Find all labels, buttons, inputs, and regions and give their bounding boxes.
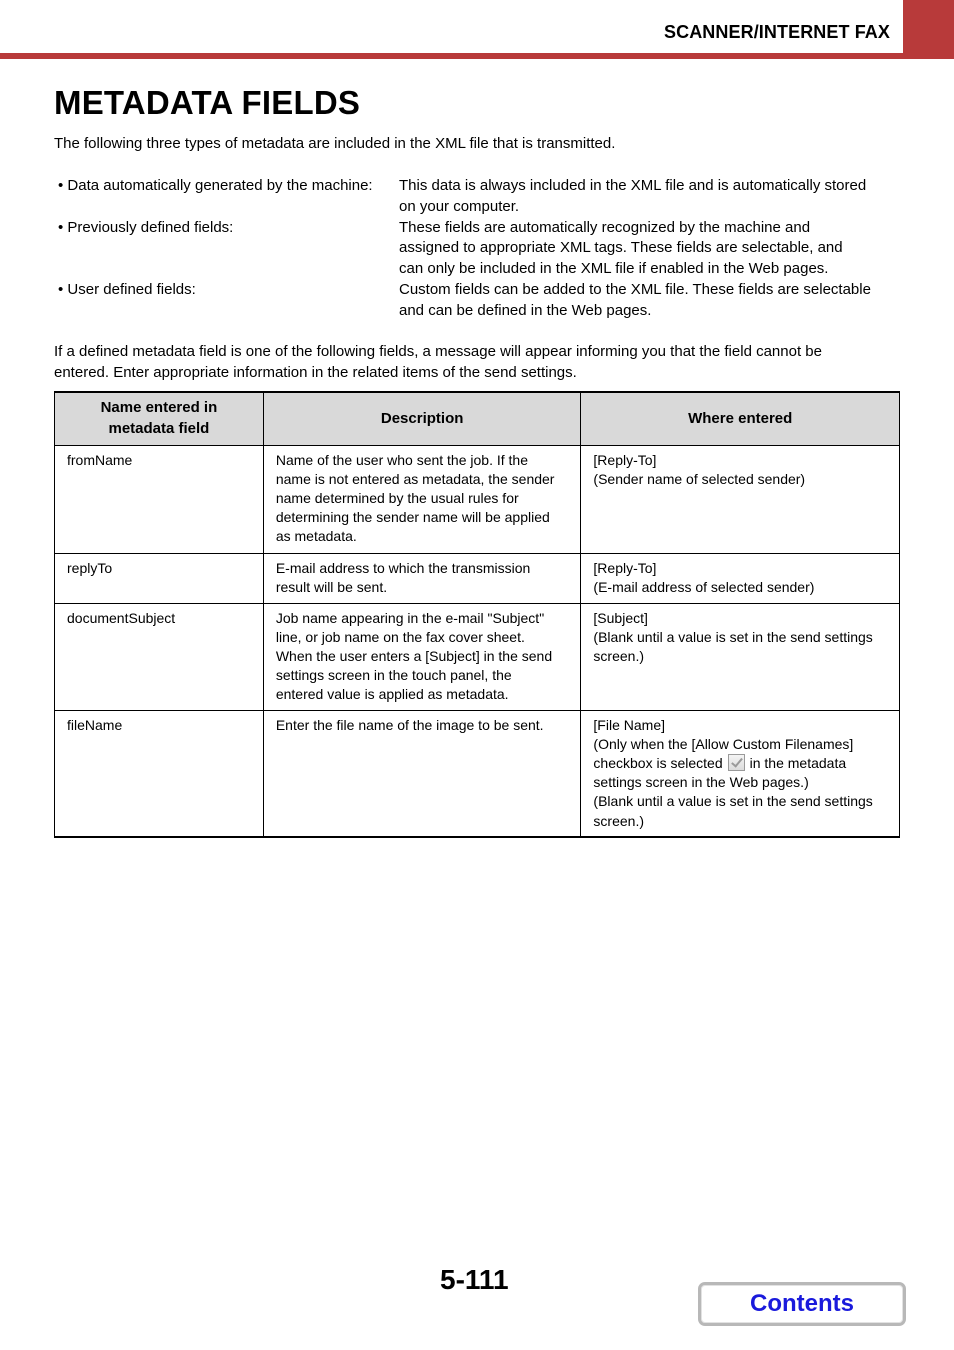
metadata-type-item — [58, 280, 900, 322]
table-row — [55, 603, 900, 710]
metadata-type-item — [58, 218, 900, 280]
metadata-fields-table — [54, 391, 900, 838]
table-row — [55, 553, 900, 603]
field-name-cell: fileName — [55, 710, 264, 837]
table-row — [55, 710, 900, 837]
description-cell — [263, 553, 581, 603]
text-line: Name of the user who sent the job. If the — [275, 451, 528, 468]
column-header-description: Description — [263, 392, 581, 445]
column-header-name — [55, 392, 264, 445]
text-fragment: in the metadata — [749, 754, 847, 771]
text-line: Job name appearing in the e-mail "Subject" — [275, 609, 545, 626]
field-name-cell: replyTo — [55, 553, 264, 603]
where-entered-cell — [581, 553, 900, 603]
intro-paragraph: The following three types of metadata are included in the XML file that is transmitted. — [54, 135, 616, 152]
metadata-type-item — [58, 176, 900, 218]
text-line: When the user enters a [Subject] in the send — [275, 647, 553, 664]
text-line: Name entered in — [100, 399, 218, 417]
text-line — [593, 754, 887, 773]
text-line: entered. Enter appropriate information in the related items of the send settings. — [54, 363, 577, 381]
description-cell — [263, 445, 581, 553]
where-entered-cell — [581, 603, 900, 710]
text-line: assigned to appropriate XML tags. These fields are selectable, and — [399, 239, 843, 257]
text-line: [Reply-To] — [593, 559, 657, 576]
field-name-cell: documentSubject — [55, 603, 264, 710]
header-rule — [0, 53, 903, 59]
text-line: metadata field — [108, 419, 210, 437]
metadata-type-description — [399, 176, 900, 218]
text-line: These fields are automatically recognized by the machine and — [399, 218, 811, 236]
header-tab — [903, 0, 954, 59]
table-row — [55, 445, 900, 553]
text-line: (Blank until a value is set in the send settings — [593, 793, 873, 810]
text-line: [File Name] — [593, 716, 665, 733]
text-line: settings screen in the Web pages.) — [593, 774, 809, 791]
text-line: can only be included in the XML file if enabled in the Web pages. — [399, 260, 829, 278]
text-line: on your computer. — [399, 197, 520, 215]
text-line: If a defined metadata field is one of the following fields, a message will appear informing you that the field cannot be — [54, 343, 822, 360]
text-line: Enter the file name of the image to be sent. — [275, 716, 544, 733]
metadata-type-term: • Previously defined fields: — [58, 218, 234, 236]
description-cell — [263, 710, 581, 837]
text-line: (Sender name of selected sender) — [593, 470, 806, 487]
text-line: (Only when the [Allow Custom Filenames] — [593, 735, 854, 752]
text-line: result will be sent. — [275, 578, 388, 595]
field-name-cell: fromName — [55, 445, 264, 553]
text-line: name is not entered as metadata, the sender — [275, 470, 555, 487]
text-line: screen.) — [593, 812, 644, 829]
text-line: line, or job name on the fax cover sheet. — [275, 628, 525, 645]
column-header-where: Where entered — [581, 392, 900, 445]
description-cell — [263, 603, 581, 710]
text-line: screen.) — [593, 647, 644, 664]
page-number: 5-111 — [440, 1264, 509, 1295]
metadata-type-term: • Data automatically generated by the machine: — [58, 177, 373, 194]
where-entered-cell — [581, 445, 900, 553]
text-line: name determined by the usual rules for — [275, 489, 519, 506]
text-line: (Blank until a value is set in the send settings — [593, 628, 873, 645]
metadata-types-list — [58, 176, 900, 322]
text-line: [Reply-To] — [593, 451, 657, 468]
text-line: and can be defined in the Web pages. — [399, 301, 652, 319]
text-fragment: checkbox is selected — [593, 754, 723, 771]
metadata-type-term: • User defined fields: — [58, 280, 196, 298]
text-line: E-mail address to which the transmission — [275, 559, 531, 576]
table-header-row — [55, 392, 900, 445]
text-line: settings screen in the touch panel, the — [275, 667, 512, 684]
text-line: determining the sender name will be applied — [275, 509, 550, 526]
section-title: SCANNER/INTERNET FAX — [663, 22, 890, 42]
text-line: [Subject] — [593, 609, 648, 626]
metadata-type-description — [399, 218, 900, 280]
page-title: METADATA FIELDS — [54, 84, 361, 121]
checkbox-checked-icon — [728, 754, 745, 771]
contents-button[interactable]: Contents — [698, 1282, 906, 1326]
note-paragraph — [54, 342, 900, 384]
text-line: This data is always included in the XML file and is automatically stored — [399, 177, 867, 194]
metadata-type-description — [399, 280, 900, 322]
text-line: entered value is applied as metadata. — [275, 686, 509, 703]
text-line: (E-mail address of selected sender) — [593, 578, 815, 595]
text-line: as metadata. — [275, 528, 357, 545]
text-line: Custom fields can be added to the XML file. These fields are selectable — [399, 280, 871, 298]
header-bar — [0, 0, 954, 60]
where-entered-cell — [581, 710, 900, 837]
